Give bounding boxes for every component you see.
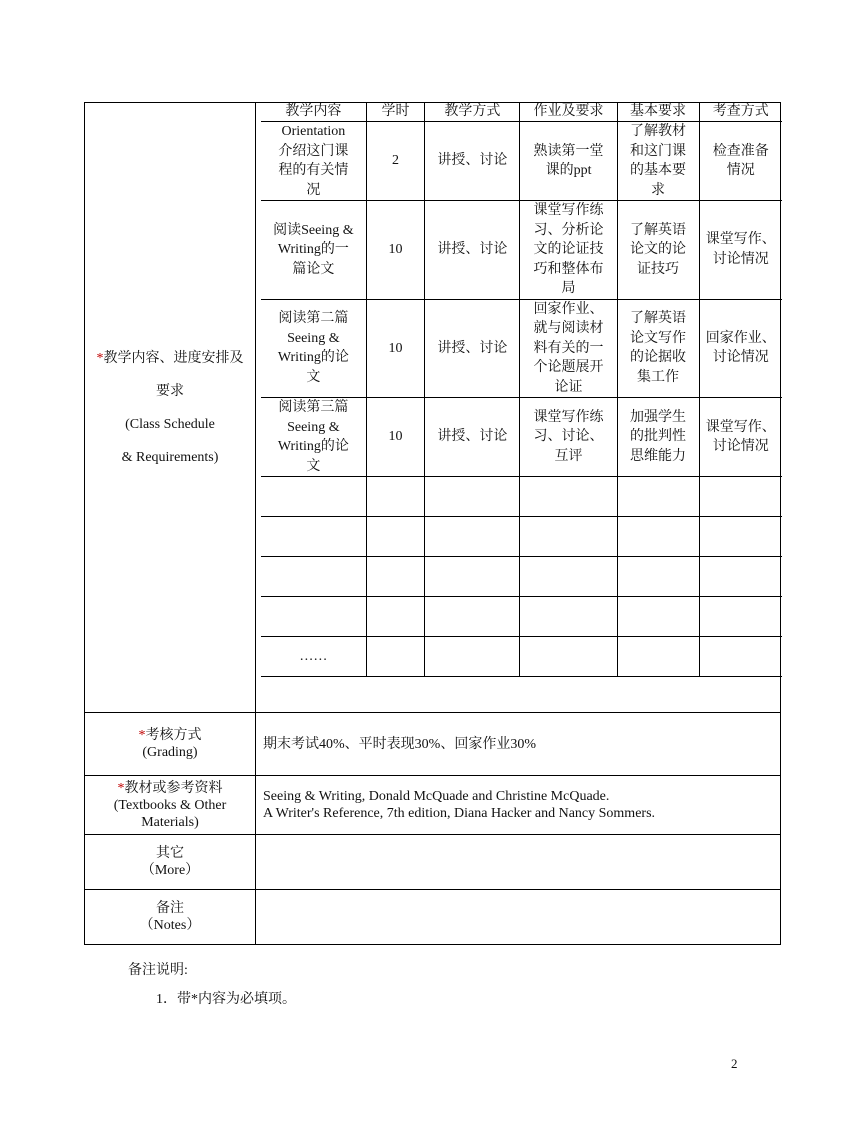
more-label-en: （More）: [140, 863, 200, 878]
empty-row: [261, 597, 782, 637]
notes-label-en: （Notes）: [139, 918, 201, 933]
textbooks-value: [256, 776, 781, 835]
grading-row: [85, 713, 781, 776]
cell-method: 讲授、讨论: [425, 201, 520, 300]
more-label-cn: 其它: [156, 846, 184, 861]
cell-content: 阅读第三篇 Seeing & Writing的论 文: [261, 398, 366, 477]
cell-basic: 了解英语 论文的论 证技巧: [617, 201, 699, 300]
textbooks-label-cn: 教材或参考资料: [124, 780, 223, 796]
cell-content: 阅读Seeing & Writing的一 篇论文: [261, 201, 366, 300]
more-row: [85, 835, 781, 890]
textbooks-label: [85, 776, 256, 835]
grading-value: 期末考试40%、平时表现30%、回家作业30%: [256, 713, 781, 776]
cell-content: Orientation 介绍这门课 程的有关情 况: [261, 122, 366, 201]
cell-assessment: 课堂写作、 讨论情况: [699, 398, 782, 477]
schedule-label: [85, 103, 256, 713]
ellipsis-cell: ……: [261, 637, 366, 677]
empty-row: [261, 517, 782, 557]
header-method: 教学方式: [425, 103, 520, 122]
textbooks-label-en-1: (Textbooks & Other: [113, 797, 227, 813]
grading-label-en: (Grading): [142, 745, 198, 760]
cell-assessment: 检查准备 情况: [699, 122, 782, 201]
note-item-1: 1．带*内容为必填项。: [156, 992, 296, 1007]
more-value: [256, 835, 781, 890]
schedule-cell: [256, 103, 781, 713]
more-label: [85, 835, 256, 890]
notes-label: [85, 890, 256, 945]
page-number: 2: [731, 1056, 738, 1071]
cell-basic: 了解教材 和这门课 的基本要 求: [617, 122, 699, 201]
required-star: *: [96, 350, 104, 366]
table-row: [261, 122, 782, 201]
ellipsis-row: [261, 637, 782, 677]
cell-homework: 回家作业、 就与阅读材 料有关的一 个论题展开 论证: [520, 299, 617, 398]
notes-title: 备注说明:: [128, 963, 188, 978]
schedule-label-cn-2: 要求: [156, 383, 184, 399]
cell-content: 阅读第二篇 Seeing & Writing的论 文: [261, 299, 366, 398]
textbooks-row: [85, 776, 781, 835]
header-content: 教学内容: [261, 103, 366, 122]
cell-basic: 了解英语 论文写作 的论据收 集工作: [617, 299, 699, 398]
cell-hours: 2: [366, 122, 425, 201]
schedule-label-cn: 教学内容、进度安排及: [103, 350, 244, 366]
cell-method: 讲授、讨论: [425, 398, 520, 477]
cell-assessment: 回家作业、 讨论情况: [699, 299, 782, 398]
cell-hours: 10: [366, 299, 425, 398]
required-star: *: [117, 780, 125, 796]
schedule-label-en-1: (Class Schedule: [125, 416, 215, 432]
schedule-tail-space: [256, 677, 780, 712]
notes-row: [85, 890, 781, 945]
cell-homework: 熟读第一堂 课的ppt: [520, 122, 617, 201]
table-row: [261, 398, 782, 477]
schedule-label-en-2: & Requirements): [121, 449, 219, 465]
grading-label-cn: 考核方式: [145, 728, 202, 743]
header-basic: 基本要求: [617, 103, 699, 122]
cell-assessment: 课堂写作、 讨论情况: [699, 201, 782, 300]
cell-hours: 10: [366, 398, 425, 477]
header-homework: 作业及要求: [520, 103, 617, 122]
table-row: [261, 299, 782, 398]
schedule-header-row: [261, 103, 782, 122]
notes-label-cn: 备注: [156, 901, 184, 916]
required-star: *: [138, 728, 146, 743]
textbook-1: Seeing & Writing, Donald McQuade and Christine McQuade.: [263, 789, 610, 804]
cell-homework: 课堂写作练 习、分析论 文的论证技 巧和整体布 局: [520, 201, 617, 300]
header-assessment: 考查方式: [699, 103, 782, 122]
textbook-2: A Writer's Reference, 7th edition, Diana Hacker and Nancy Sommers.: [263, 806, 656, 821]
grading-label: [85, 713, 256, 776]
header-hours: 学时: [366, 103, 425, 122]
notes-value: [256, 890, 781, 945]
cell-method: 讲授、讨论: [425, 122, 520, 201]
textbooks-label-en-2: Materials): [141, 814, 199, 830]
cell-basic: 加强学生 的批判性 思维能力: [617, 398, 699, 477]
schedule-row: [85, 103, 781, 713]
cell-homework: 课堂写作练 习、讨论、 互评: [520, 398, 617, 477]
empty-row: [261, 477, 782, 517]
course-form-table: [84, 102, 781, 945]
cell-method: 讲授、讨论: [425, 299, 520, 398]
table-row: [261, 201, 782, 300]
cell-hours: 10: [366, 201, 425, 300]
empty-row: [261, 557, 782, 597]
schedule-table: [261, 103, 782, 677]
